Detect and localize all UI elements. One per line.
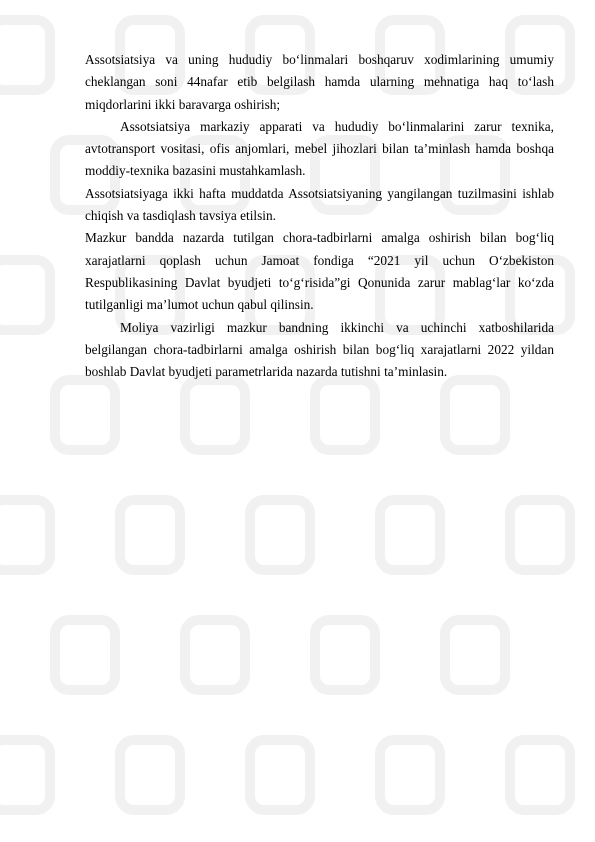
document-body — [85, 49, 554, 383]
paragraph-staff-limit: Assotsiatsiya va uning hududiy bo‘linmalari boshqaruv xodimlarining umumiy cheklangan soni 44nafar etib belgilash hamda ularning mehnatiga haq to‘lash miqdorlarini ikki baravarga oshirish; — [85, 52, 554, 112]
paragraph-funding: Mazkur bandda nazarda tutilgan chora-tadbirlarni amalga oshirish bilan bog‘liq xarajatlarni qoplash uchun Jamoat fondiga “2021 yil uchun O‘zbekiston Respublikasining Davlat byudjeti to‘g‘risida”gi Qonunida zarur mablag‘lar ko‘zda tutilganligi ma’lumot uchun qabul qilinsin. — [85, 230, 554, 313]
paragraph-structure: Assotsiatsiyaga ikki hafta muddatda Assotsiatsiyaning yangilangan tuzilmasini ishlab chiqish va tasdiqlash tavsiya etilsin. — [85, 185, 554, 224]
paragraph-equipment: Assotsiatsiya markaziy apparati va hududiy bo‘linmalarini zarur texnika, avtotransport vositasi, ofis anjomlari, mebel jihozlari bilan ta’minlash hamda boshqa moddiy-texnika bazasini mustahkamlash. — [85, 118, 554, 179]
paragraph-ministry: Moliya vazirligi mazkur bandning ikkinchi va uchinchi xatboshilarida belgilangan chora-tadbirlarni amalga oshirish bilan bog‘liq xarajatlarni 2022 yildan boshlab Davlat byudjeti parametrlarida nazarda tutishni ta’minlasin. — [85, 319, 554, 380]
